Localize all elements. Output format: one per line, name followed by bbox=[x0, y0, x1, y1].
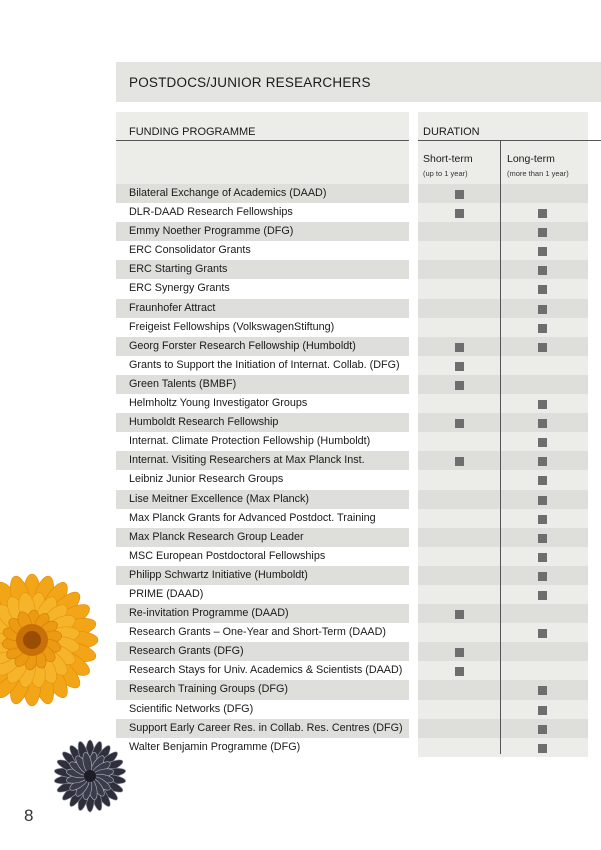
table-row bbox=[116, 661, 588, 680]
programme-name: ERC Starting Grants bbox=[116, 260, 409, 279]
column-divider bbox=[500, 140, 501, 754]
long-term-marker-icon bbox=[538, 247, 547, 256]
table-row bbox=[116, 203, 588, 222]
programme-name: Philipp Schwartz Initiative (Humboldt) bbox=[116, 566, 409, 585]
programme-name: Humboldt Research Fellowship bbox=[116, 413, 409, 432]
duration-cell bbox=[418, 547, 588, 566]
duration-cell bbox=[418, 356, 588, 375]
duration-cell bbox=[418, 413, 588, 432]
long-term-marker-icon bbox=[538, 438, 547, 447]
long-term-marker-icon bbox=[538, 686, 547, 695]
programme-name: Internat. Climate Protection Fellowship (Humboldt) bbox=[129, 435, 371, 448]
long-term-marker-icon bbox=[538, 591, 547, 600]
duration-cell bbox=[418, 470, 588, 489]
table-body bbox=[116, 184, 588, 757]
duration-cell bbox=[418, 604, 588, 623]
table-row bbox=[116, 375, 588, 394]
table-row bbox=[116, 566, 588, 585]
table-row bbox=[116, 547, 588, 566]
section-title-bar bbox=[116, 62, 601, 102]
table-row bbox=[116, 528, 588, 547]
table-row bbox=[116, 337, 588, 356]
short-term-marker-icon bbox=[455, 362, 464, 371]
programme-name: Internat. Visiting Researchers at Max Planck Inst. bbox=[116, 451, 409, 470]
table-row bbox=[116, 413, 588, 432]
short-term-marker-icon bbox=[455, 419, 464, 428]
programme-name: Research Training Groups (DFG) bbox=[116, 680, 409, 699]
duration-cell bbox=[418, 719, 588, 738]
programme-name: Green Talents (BMBF) bbox=[116, 375, 409, 394]
duration-cell bbox=[418, 623, 588, 642]
long-term-marker-icon bbox=[538, 629, 547, 638]
long-term-marker-icon bbox=[538, 553, 547, 562]
long-term-marker-icon bbox=[538, 706, 547, 715]
programme-name: Re-invitation Programme (DAAD) bbox=[116, 604, 409, 623]
short-term-marker-icon bbox=[455, 648, 464, 657]
programme-name: ERC Consolidator Grants bbox=[129, 244, 251, 257]
long-term-marker-icon bbox=[538, 572, 547, 581]
section-title: POSTDOCS/JUNIOR RESEARCHERS bbox=[129, 75, 371, 90]
duration-cell bbox=[418, 432, 588, 451]
long-term-marker-icon bbox=[538, 305, 547, 314]
duration-header: DURATION bbox=[423, 126, 480, 138]
duration-cell bbox=[418, 680, 588, 699]
funding-table bbox=[116, 112, 588, 754]
duration-cell bbox=[418, 394, 588, 413]
long-term-note: (more than 1 year) bbox=[507, 169, 569, 178]
programme-name: PRIME (DAAD) bbox=[129, 587, 204, 600]
short-term-marker-icon bbox=[455, 457, 464, 466]
short-term-marker-icon bbox=[455, 381, 464, 390]
duration-cell bbox=[418, 375, 588, 394]
table-row bbox=[116, 356, 588, 375]
duration-cell bbox=[418, 203, 588, 222]
programme-name: Helmholtz Young Investigator Groups bbox=[129, 397, 308, 410]
programme-name: Research Grants – One-Year and Short-Term (DAAD) bbox=[129, 626, 387, 639]
long-term-marker-icon bbox=[538, 228, 547, 237]
page-number: 8 bbox=[24, 806, 34, 825]
duration-cell bbox=[418, 642, 588, 661]
long-term-marker-icon bbox=[538, 534, 547, 543]
programme-name: ERC Synergy Grants bbox=[129, 282, 230, 295]
programme-name: Bilateral Exchange of Academics (DAAD) bbox=[116, 184, 409, 203]
programme-name: Scientific Networks (DFG) bbox=[129, 702, 254, 715]
duration-cell bbox=[418, 451, 588, 470]
short-term-marker-icon bbox=[455, 667, 464, 676]
table-row bbox=[116, 318, 588, 337]
table-row bbox=[116, 432, 588, 451]
table-row bbox=[116, 490, 588, 509]
long-term-marker-icon bbox=[538, 209, 547, 218]
table-row bbox=[116, 623, 588, 642]
long-term-marker-icon bbox=[538, 343, 547, 352]
programme-name: Max Planck Research Group Leader bbox=[116, 528, 409, 547]
table-row bbox=[116, 451, 588, 470]
duration-cell bbox=[418, 337, 588, 356]
programme-name: Freigeist Fellowships (VolkswagenStiftung) bbox=[129, 320, 335, 333]
table-row bbox=[116, 241, 588, 260]
short-term-marker-icon bbox=[455, 610, 464, 619]
duration-cell bbox=[418, 222, 588, 241]
dark-dahlia-icon bbox=[52, 738, 128, 814]
long-term-marker-icon bbox=[538, 496, 547, 505]
duration-cell bbox=[418, 490, 588, 509]
programme-name: Support Early Career Res. in Collab. Res. Centres (DFG) bbox=[116, 719, 409, 738]
duration-cell bbox=[418, 661, 588, 680]
duration-cell bbox=[418, 738, 588, 757]
short-term-note: (up to 1 year) bbox=[423, 169, 468, 178]
table-row bbox=[116, 394, 588, 413]
duration-cell bbox=[418, 528, 588, 547]
duration-cell bbox=[418, 318, 588, 337]
long-term-marker-icon bbox=[538, 324, 547, 333]
duration-cell bbox=[418, 566, 588, 585]
short-term-marker-icon bbox=[455, 343, 464, 352]
programme-name: Fraunhofer Attract bbox=[116, 299, 409, 318]
table-row bbox=[116, 719, 588, 738]
programme-header: FUNDING PROGRAMME bbox=[129, 126, 256, 138]
programme-name: Georg Forster Research Fellowship (Humboldt) bbox=[116, 337, 409, 356]
duration-cell bbox=[418, 241, 588, 260]
long-term-marker-icon bbox=[538, 744, 547, 753]
long-term-marker-icon bbox=[538, 515, 547, 524]
header-left-bg bbox=[116, 112, 409, 184]
short-term-marker-icon bbox=[455, 209, 464, 218]
table-row bbox=[116, 604, 588, 623]
programme-name: Walter Benjamin Programme (DFG) bbox=[129, 740, 301, 753]
table-row bbox=[116, 260, 588, 279]
programme-name: Research Stays for Univ. Academics & Scientists (DAAD) bbox=[129, 664, 403, 677]
table-row bbox=[116, 585, 588, 604]
programme-name: Research Grants (DFG) bbox=[116, 642, 409, 661]
duration-cell bbox=[418, 585, 588, 604]
programme-name: Grants to Support the Initiation of Internat. Collab. (DFG) bbox=[129, 358, 400, 371]
long-term-marker-icon bbox=[538, 476, 547, 485]
short-term-marker-icon bbox=[455, 190, 464, 199]
long-term-header: Long-term bbox=[507, 153, 555, 165]
duration-cell bbox=[418, 700, 588, 719]
duration-cell bbox=[418, 299, 588, 318]
programme-name: Max Planck Grants for Advanced Postdoct. Training bbox=[129, 511, 376, 524]
programme-name: MSC European Postdoctoral Fellowships bbox=[129, 549, 326, 562]
programme-name: Leibniz Junior Research Groups bbox=[129, 473, 284, 486]
duration-cell bbox=[418, 509, 588, 528]
table-row bbox=[116, 222, 588, 241]
duration-cell bbox=[418, 279, 588, 298]
programme-name: DLR-DAAD Research Fellowships bbox=[129, 206, 293, 219]
table-row bbox=[116, 470, 588, 489]
table-row bbox=[116, 184, 588, 203]
table-row bbox=[116, 738, 588, 757]
long-term-marker-icon bbox=[538, 285, 547, 294]
programme-name: Lise Meitner Excellence (Max Planck) bbox=[116, 490, 409, 509]
short-term-header: Short-term bbox=[423, 153, 473, 165]
table-row bbox=[116, 299, 588, 318]
table-row bbox=[116, 680, 588, 699]
long-term-marker-icon bbox=[538, 400, 547, 409]
header-divider-left bbox=[116, 140, 409, 141]
orange-dahlia-icon bbox=[0, 560, 112, 720]
table-row bbox=[116, 642, 588, 661]
long-term-marker-icon bbox=[538, 266, 547, 275]
table-row bbox=[116, 279, 588, 298]
duration-cell bbox=[418, 184, 588, 203]
long-term-marker-icon bbox=[538, 725, 547, 734]
long-term-marker-icon bbox=[538, 419, 547, 428]
programme-name: Emmy Noether Programme (DFG) bbox=[116, 222, 409, 241]
table-row bbox=[116, 700, 588, 719]
header-divider-right bbox=[418, 140, 601, 141]
table-row bbox=[116, 509, 588, 528]
duration-cell bbox=[418, 260, 588, 279]
long-term-marker-icon bbox=[538, 457, 547, 466]
